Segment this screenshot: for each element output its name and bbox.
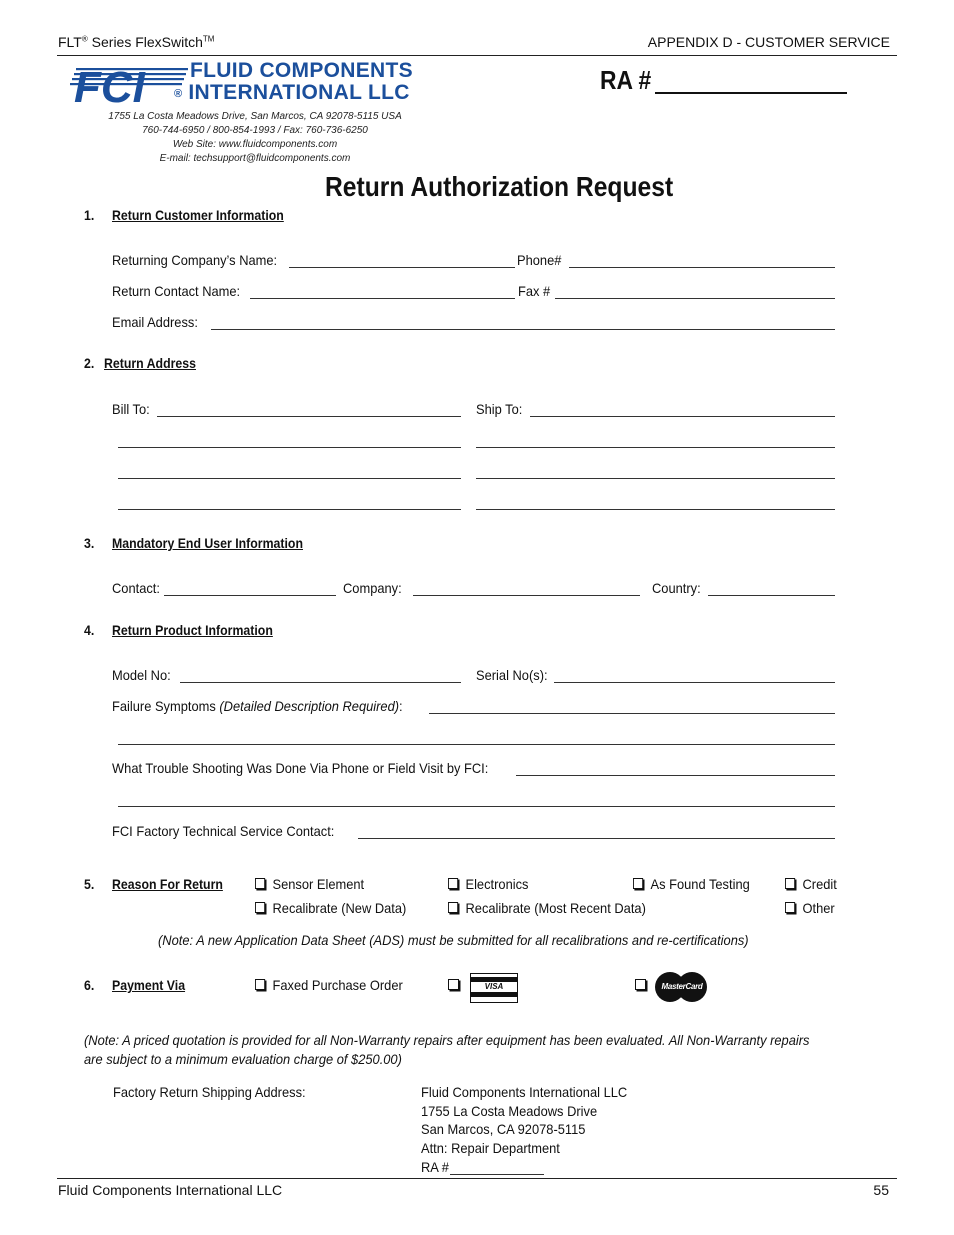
header-section: APPENDIX D - CUSTOMER SERVICE xyxy=(647,34,890,50)
section-6-title: Payment Via xyxy=(112,977,186,993)
pricing-note-line-2: are subject to a minimum evaluation charge of $250.00) xyxy=(84,1051,402,1067)
shipping-ra-field[interactable] xyxy=(450,1174,544,1175)
failure-symptoms-label: Failure Symptoms (Detailed Description Required): xyxy=(112,698,403,714)
bill-to-field[interactable] xyxy=(157,416,461,417)
fci-logo xyxy=(70,62,190,111)
bill-to-line-2[interactable] xyxy=(118,447,461,448)
model-no-label: Model No: xyxy=(112,667,171,683)
footer-rule xyxy=(57,1178,897,1179)
troubleshooting-line-2[interactable] xyxy=(118,806,835,807)
ship-to-line-2[interactable] xyxy=(476,447,835,448)
fax-field[interactable] xyxy=(555,298,835,299)
shipping-label: Factory Return Shipping Address: xyxy=(113,1084,306,1100)
end-user-country-field[interactable] xyxy=(708,595,835,596)
ship-to-field[interactable] xyxy=(530,416,835,417)
ship-to-line-3[interactable] xyxy=(476,478,835,479)
address-street: 1755 La Costa Meadows Drive, San Marcos, CA 92078-5115 USA xyxy=(108,111,402,122)
reason-electronics[interactable]: Electronics xyxy=(448,876,528,892)
failure-symptoms-field[interactable] xyxy=(429,713,835,714)
fci-logo-text: FCI xyxy=(74,63,145,106)
ship-to-line-4[interactable] xyxy=(476,509,835,510)
ship-to-label: Ship To: xyxy=(476,401,523,417)
shipping-ra-label: RA # xyxy=(421,1159,449,1175)
checkbox-icon[interactable] xyxy=(448,878,458,889)
header-rule xyxy=(57,55,897,56)
recalibration-note: (Note: A new Application Data Sheet (ADS) must be submitted for all recalibrations and re-certifications) xyxy=(158,932,749,948)
email-field[interactable] xyxy=(211,329,835,330)
end-user-contact-field[interactable] xyxy=(164,595,336,596)
end-user-contact-label: Contact: xyxy=(112,580,160,596)
footer-company: Fluid Components International LLC xyxy=(58,1182,283,1198)
shipping-line-1: Fluid Components International LLC xyxy=(421,1084,628,1100)
return-contact-field[interactable] xyxy=(250,298,515,299)
pricing-note-line-1: (Note: A priced quotation is provided for all Non-Warranty repairs after equipment has been evaluated. All Non-Warranty repairs xyxy=(84,1032,810,1048)
page-number: 55 xyxy=(873,1182,889,1198)
reason-credit[interactable]: Credit xyxy=(785,876,837,892)
end-user-company-label: Company: xyxy=(343,580,402,596)
checkbox-icon[interactable] xyxy=(635,979,646,990)
fci-logo-mark-icon xyxy=(70,62,190,106)
phone-label: Phone# xyxy=(517,252,562,268)
serial-no-field[interactable] xyxy=(554,682,835,683)
checkbox-icon[interactable] xyxy=(633,878,643,889)
serial-no-label: Serial No(s): xyxy=(476,667,548,683)
returning-company-field[interactable] xyxy=(289,267,515,268)
address-web: Web Site: www.fluidcomponents.com xyxy=(172,139,338,150)
section-3-title: Mandatory End User Information xyxy=(112,535,303,551)
checkbox-icon[interactable] xyxy=(785,902,795,913)
section-4-number: 4. xyxy=(84,622,95,638)
checkbox-icon[interactable] xyxy=(448,902,458,913)
section-4-title: Return Product Information xyxy=(112,622,273,638)
phone-field[interactable] xyxy=(569,267,835,268)
email-label: Email Address: xyxy=(112,314,198,330)
section-3-number: 3. xyxy=(84,535,95,551)
return-contact-label: Return Contact Name: xyxy=(112,283,241,299)
section-5-number: 5. xyxy=(84,876,95,892)
service-contact-field[interactable] xyxy=(358,838,835,839)
section-1-title: Return Customer Information xyxy=(112,207,284,223)
address-email: E-mail: techsupport@fluidcomponents.com xyxy=(159,153,351,164)
returning-company-label: Returning Company’s Name: xyxy=(112,252,278,268)
section-5-title: Reason For Return xyxy=(112,876,223,892)
troubleshooting-label: What Trouble Shooting Was Done Via Phone or Field Visit by FCI: xyxy=(112,760,489,776)
address-phones: 760-744-6950 / 800-854-1993 / Fax: 760-736-6250 xyxy=(142,125,368,136)
model-no-field[interactable] xyxy=(180,682,461,683)
bill-to-line-3[interactable] xyxy=(118,478,461,479)
ra-number-label: RA # xyxy=(600,65,652,95)
failure-symptoms-line-2[interactable] xyxy=(118,744,835,745)
company-name: FLUID COMPONENTS ® INTERNATIONAL LLC xyxy=(174,59,413,104)
checkbox-icon[interactable] xyxy=(255,902,265,913)
troubleshooting-field[interactable] xyxy=(516,775,835,776)
reason-recalibrate-recent[interactable]: Recalibrate (Most Recent Data) xyxy=(448,900,646,916)
header-series: FLT® Series FlexSwitch™ xyxy=(58,34,215,50)
visa-card-icon: VISA xyxy=(470,973,518,1003)
page-title: Return Authorization Request xyxy=(325,171,674,202)
reason-other[interactable]: Other xyxy=(785,900,835,916)
section-2-number: 2. xyxy=(84,355,95,371)
end-user-company-field[interactable] xyxy=(413,595,640,596)
mastercard-icon: MasterCard xyxy=(655,971,709,1003)
shipping-line-4: Attn: Repair Department xyxy=(421,1140,560,1156)
shipping-line-2: 1755 La Costa Meadows Drive xyxy=(421,1103,598,1119)
bill-to-line-4[interactable] xyxy=(118,509,461,510)
checkbox-icon[interactable] xyxy=(255,979,265,990)
section-6-number: 6. xyxy=(84,977,95,993)
bill-to-label: Bill To: xyxy=(112,401,150,417)
checkbox-icon[interactable] xyxy=(255,878,265,889)
reason-recalibrate-new[interactable]: Recalibrate (New Data) xyxy=(255,900,406,916)
ra-number-field[interactable] xyxy=(655,92,847,94)
reason-as-found-testing[interactable]: As Found Testing xyxy=(633,876,750,892)
checkbox-icon[interactable] xyxy=(785,878,795,889)
shipping-line-3: San Marcos, CA 92078-5115 xyxy=(421,1121,586,1137)
end-user-country-label: Country: xyxy=(652,580,701,596)
payment-faxed-po[interactable]: Faxed Purchase Order xyxy=(255,977,403,993)
reason-sensor-element[interactable]: Sensor Element xyxy=(255,876,364,892)
section-1-number: 1. xyxy=(84,207,95,223)
fax-label: Fax # xyxy=(518,283,551,299)
section-2-title: Return Address xyxy=(104,355,196,371)
service-contact-label: FCI Factory Technical Service Contact: xyxy=(112,823,335,839)
checkbox-icon[interactable] xyxy=(448,979,459,990)
